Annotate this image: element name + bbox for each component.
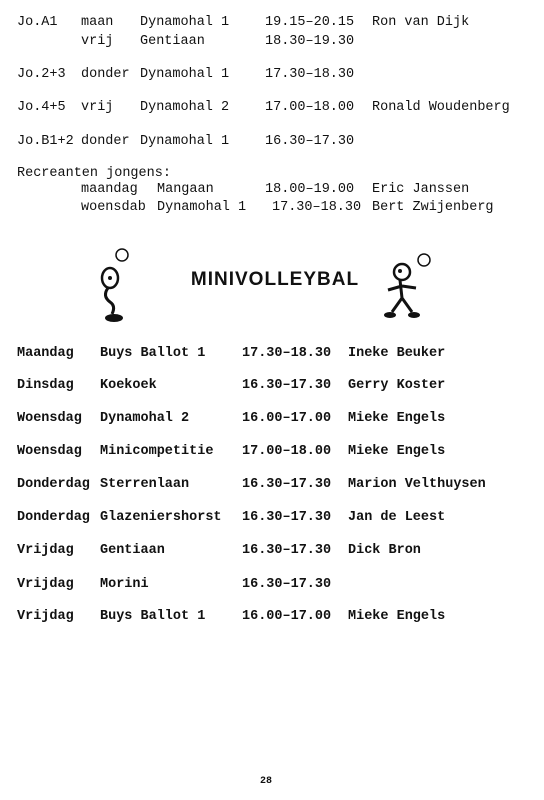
- day-label: Maandag: [17, 346, 74, 361]
- location-label: Mangaan: [157, 182, 214, 197]
- trainer-label: Mieke Engels: [348, 609, 446, 624]
- trainer-label: Ron van Dijk: [372, 15, 470, 30]
- day-label: maandag: [81, 182, 138, 197]
- time-label: 16.30–17.30: [242, 543, 332, 558]
- location-label: Minicompetitie: [100, 444, 214, 459]
- day-label: donder: [81, 67, 130, 82]
- trainer-label: Jan de Leest: [348, 510, 446, 525]
- location-label: Glazeniershorst: [100, 510, 222, 525]
- minivolleybal-banner: MINIVOLLEYBAL: [190, 269, 360, 290]
- location-label: Buys Ballot 1: [100, 609, 206, 624]
- time-label: 16.00–17.00: [242, 609, 332, 624]
- time-label: 17.30–18.30: [265, 67, 355, 82]
- location-label: Sterrenlaan: [100, 477, 190, 492]
- right-player-illustration: [380, 252, 432, 324]
- day-label: maan: [81, 15, 114, 30]
- time-label: 17.00–18.00: [242, 444, 332, 459]
- location-label: Gentiaan: [100, 543, 165, 558]
- location-label: Dynamohal 1: [140, 134, 230, 149]
- day-label: Woensdag: [17, 411, 82, 426]
- location-label: Dynamohal 2: [100, 411, 190, 426]
- day-label: Donderdag: [17, 477, 90, 492]
- day-label: Vrijdag: [17, 609, 74, 624]
- location-label: Dynamohal 1: [140, 15, 230, 30]
- page-number: 28: [260, 776, 273, 787]
- team-label: Jo.2+3: [17, 67, 66, 82]
- location-label: Dynamohal 2: [140, 100, 230, 115]
- location-label: Dynamohal 1: [140, 67, 230, 82]
- time-label: 16.30–17.30: [242, 477, 332, 492]
- trainer-label: Mieke Engels: [348, 444, 446, 459]
- trainer-label: Dick Bron: [348, 543, 421, 558]
- trainer-label: Bert Zwijenberg: [372, 200, 494, 215]
- team-label: Jo.4+5: [17, 100, 66, 115]
- time-label: 16.30–17.30: [265, 134, 355, 149]
- recreanten-heading: Recreanten jongens:: [17, 166, 171, 181]
- day-label: vrij: [81, 34, 114, 49]
- location-label: Dynamohal 1: [157, 200, 247, 215]
- team-label: Jo.A1: [17, 15, 58, 30]
- day-label: woensdab: [81, 200, 146, 215]
- location-label: Gentiaan: [140, 34, 205, 49]
- time-label: 17.30–18.30: [272, 200, 362, 215]
- time-label: 17.30–18.30: [242, 346, 332, 361]
- trainer-label: Marion Velthuysen: [348, 477, 486, 492]
- left-player-illustration: [92, 246, 136, 326]
- trainer-label: Ineke Beuker: [348, 346, 446, 361]
- day-label: Vrijdag: [17, 543, 74, 558]
- time-label: 17.00–18.00: [265, 100, 355, 115]
- trainer-label: Ronald Woudenberg: [372, 100, 510, 115]
- trainer-label: Mieke Engels: [348, 411, 446, 426]
- day-label: vrij: [81, 100, 114, 115]
- time-label: 16.30–17.30: [242, 577, 332, 592]
- team-label: Jo.B1+2: [17, 134, 74, 149]
- time-label: 16.00–17.00: [242, 411, 332, 426]
- time-label: 18.30–19.30: [265, 34, 355, 49]
- time-label: 16.30–17.30: [242, 378, 332, 393]
- time-label: 19.15–20.15: [265, 15, 355, 30]
- time-label: 18.00–19.00: [265, 182, 355, 197]
- location-label: Morini: [100, 577, 149, 592]
- day-label: Vrijdag: [17, 577, 74, 592]
- time-label: 16.30–17.30: [242, 510, 332, 525]
- day-label: Woensdag: [17, 444, 82, 459]
- day-label: Donderdag: [17, 510, 90, 525]
- trainer-label: Eric Janssen: [372, 182, 470, 197]
- day-label: Dinsdag: [17, 378, 74, 393]
- trainer-label: Gerry Koster: [348, 378, 446, 393]
- location-label: Buys Ballot 1: [100, 346, 206, 361]
- day-label: donder: [81, 134, 130, 149]
- location-label: Koekoek: [100, 378, 157, 393]
